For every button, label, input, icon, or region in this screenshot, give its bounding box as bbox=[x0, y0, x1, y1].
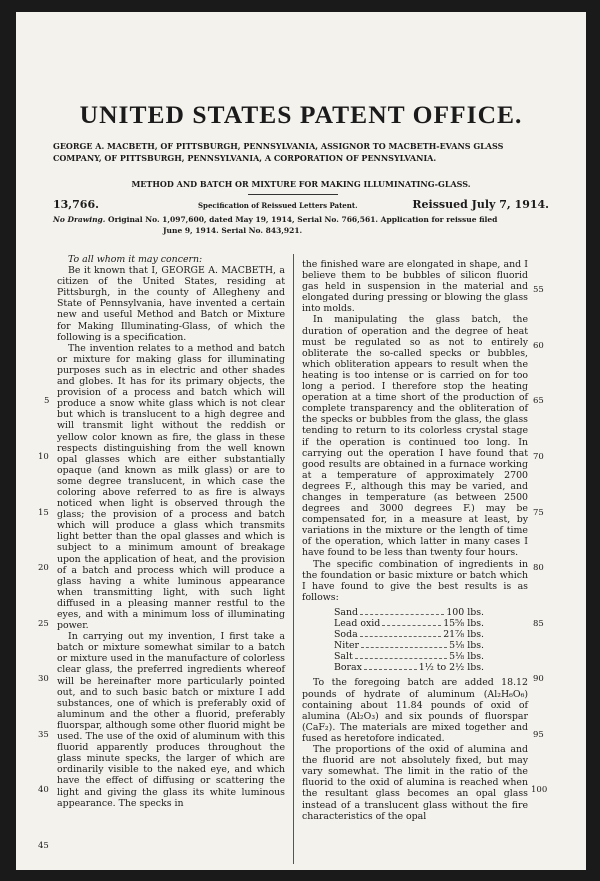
line-number: 45 bbox=[38, 841, 49, 851]
patent-meta bbox=[53, 198, 549, 214]
ingredient-row: Sand 100 lbs. bbox=[334, 606, 484, 618]
ingredient-row: Borax 1½ to 2½ lbs. bbox=[334, 662, 484, 674]
line-number: 15 bbox=[38, 508, 49, 518]
patent-number: 13,766. bbox=[53, 198, 99, 211]
application-info bbox=[53, 214, 523, 236]
ingredient-table bbox=[334, 607, 484, 674]
inventor-line: GEORGE A. MACBETH, OF PITTSBURGH, PENNSYLVANIA, ASSIGNOR TO MACBETH-EVANS GLASS COMPANY, OF PITTSBURGH, PENNSYLVANIA, A CORPORATION OF PENNSYLVANIA. bbox=[53, 141, 504, 163]
serial-info: June 9, 1914. Serial No. 843,921. bbox=[163, 226, 303, 235]
line-number: 60 bbox=[533, 341, 544, 351]
line-number: 85 bbox=[533, 619, 544, 629]
right-column bbox=[302, 259, 528, 822]
paragraph: In manipulating the glass batch, the duration of operation and the degree of heat must be regulated so as not to entirely obliterate the so-called specks or bubbles, which obliteration appears to result when the heating is too intense or is carried on for too long a period. I therefore stop the heating operation at a time short of the production of complete transparency and the obliteration of the specks or bubbles from the glass, the glass tending to return to its colorless crystal stage if the operation is continued too long. In carrying out the operation I have found that good results are obtained in a furnace working at a temperature of approximately 2700 degrees F., although this may be varied, and changes in temperature (as between 2500 degrees and 3000 degrees F.) may be compensated for, in a measure at least, by variations in the mixture or the length of time of the operation, which latter in many cases I have found to be less than twenty four hours. bbox=[302, 314, 528, 559]
document-title: METHOD AND BATCH OR MIXTURE FOR MAKING ILLUMINATING-GLASS. bbox=[131, 179, 471, 189]
paragraph: To the foregoing batch are added 18.12 pounds of hydrate of aluminum (Al₂H₆O₆) containing about 11.84 pounds of oxid of alumina (Al₂O₃) and six pounds of fluorspar (CaF₂). The materials are mixed together and fused as heretofore indicated. bbox=[302, 677, 528, 744]
line-number: 80 bbox=[533, 563, 544, 573]
ingredient-row: Niter 5⅛ lbs. bbox=[334, 640, 484, 652]
ingredient-row: Lead oxid 15⅝ lbs. bbox=[334, 618, 484, 629]
line-number: 10 bbox=[38, 452, 49, 462]
line-number: 20 bbox=[38, 563, 49, 573]
paragraph: Be it known that I, GEORGE A. MACBETH, a citizen of the United States, residing at Pittsburgh, in the county of Allegheny and State of Pennsylvania, have invented a certain new and useful Method and Batch or Mixture for Making Illuminating-Glass, of which the following is a specification. bbox=[57, 265, 285, 343]
paragraph: In carrying out my invention, I first take a batch or mixture somewhat similar to a batch or mixture used in the manufacture of colorless clear glass, the preferred ingredients whereof will be hereinafter more particularly pointed out, and to such basic batch or mixture I add substances, one of which is preferably oxid of aluminum and the other a fluorid, preferably fluorspar, although some other fluorid might be used. The use of the oxid of aluminum with this fluorid apparently produces throughout the glass minute specks, the larger of which are ordinarily visible to the naked eye, and which have the effect of diffusing or scattering the light and giving the glass its white luminous appearance. The specks in bbox=[57, 631, 285, 809]
line-number: 30 bbox=[38, 674, 49, 684]
line-number: 95 bbox=[533, 730, 544, 740]
column-divider bbox=[293, 254, 294, 864]
ingredient-row: Salt 5⅛ lbs. bbox=[334, 651, 484, 663]
paragraph: The proportions of the oxid of alumina and the fluorid are not absolutely fixed, but may vary somewhat. The limit in the ratio of the fluorid to the oxid of alumina is reached when the resultant glass becomes an opal glass instead of a translucent glass without the fire characteristics of the opal bbox=[302, 744, 528, 822]
line-number: 65 bbox=[533, 396, 544, 406]
paragraph: the finished ware are elongated in shape, and I believe them to be bubbles of silicon fluorid gas held in suspension in the material and elongated during pressing or blowing the glass into molds. bbox=[302, 259, 528, 315]
spec-label: Specification of Reissued Letters Patent. bbox=[198, 201, 358, 210]
reissue-date: Reissued July 7, 1914. bbox=[412, 198, 549, 211]
line-number: 100 bbox=[531, 785, 548, 795]
line-number: 75 bbox=[533, 508, 544, 518]
patent-page bbox=[16, 12, 586, 870]
title-rule bbox=[248, 194, 338, 195]
left-column bbox=[57, 254, 285, 809]
paragraph: The invention relates to a method and batch or mixture for making glass for illuminating purposes such as in electric and other shades and globes. It has for its primary objects, the provision of a process and batch which will produce a snow white glass which is not clear but which is translucent to a high degree and will transmit light without the reddish or yellow color known as fire, the glass in these respects distinguishing from the well known opal glasses which are either substantially opaque (and known as milk glass) or are to some degree translucent, in which case the coloring above referred to as fire is always noticed when light is observed through the glass; the provision of a process and batch which will produce a glass which transmits light better than the opal glasses and which is subject to a minimum amount of breakage upon the application of heat, and the provision of a batch and process which will produce a glass having a white luminous appearance when transmitting light, with such light diffused in a pleasing manner restful to the eyes, and with a minimum loss of illuminating power. bbox=[57, 342, 285, 632]
salutation: To all whom it may concern: bbox=[68, 254, 203, 265]
line-number: 35 bbox=[38, 730, 49, 740]
paragraph: The specific combination of ingredients in the foundation or basic mixture or batch which I have found to give the best results is as follows: bbox=[302, 558, 528, 603]
ingredient-row: Soda 21⅞ lbs. bbox=[334, 629, 484, 641]
no-drawing: No Drawing. bbox=[53, 215, 106, 224]
line-number: 5 bbox=[44, 396, 50, 406]
original-info: Original No. 1,097,600, dated May 19, 1914, Serial No. 766,561. Application for reissue filed bbox=[108, 215, 498, 224]
line-number: 40 bbox=[38, 785, 49, 795]
line-number: 25 bbox=[38, 619, 49, 629]
line-number: 70 bbox=[533, 452, 544, 462]
line-number: 55 bbox=[533, 285, 544, 295]
line-number: 90 bbox=[533, 674, 544, 684]
office-title: UNITED STATES PATENT OFFICE. bbox=[79, 102, 523, 129]
